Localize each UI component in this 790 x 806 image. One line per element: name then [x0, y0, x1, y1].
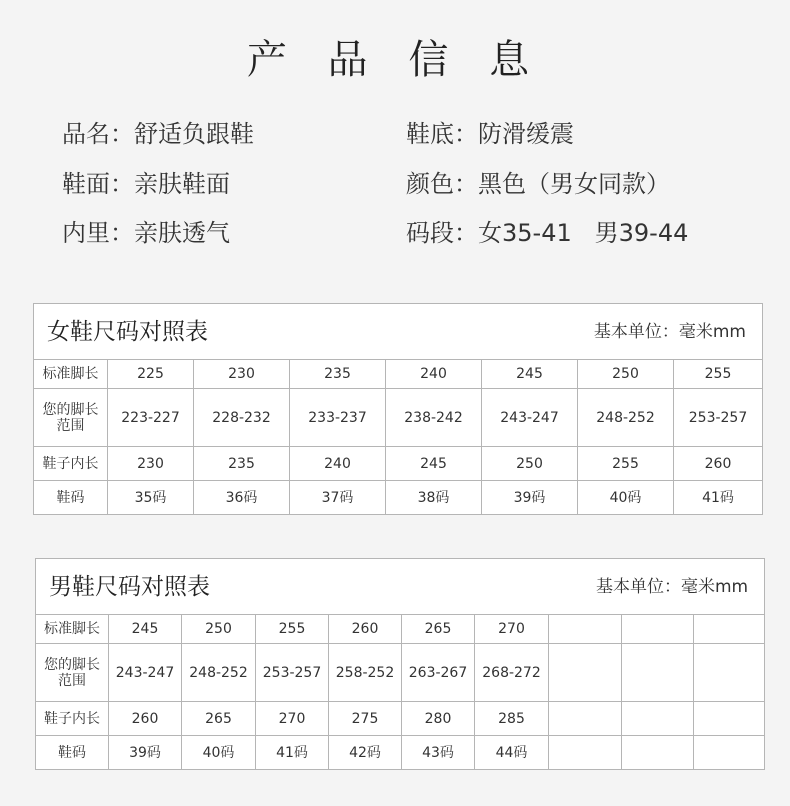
row-header: 您的脚长范围	[36, 644, 109, 702]
empty-cell	[549, 736, 622, 770]
table-cell: 42码	[329, 736, 402, 770]
info-sole	[406, 114, 574, 149]
table-cell: 253-257	[256, 644, 329, 702]
table-cell: 250	[182, 615, 256, 644]
men-table-header	[36, 559, 765, 615]
empty-cell	[622, 736, 694, 770]
table-cell: 44码	[475, 736, 549, 770]
info-lining	[62, 213, 230, 248]
empty-cell	[622, 615, 694, 644]
table-cell: 39码	[482, 481, 578, 515]
empty-cell	[694, 644, 765, 702]
table-cell: 255	[256, 615, 329, 644]
table-cell: 228-232	[194, 389, 290, 447]
table-cell: 225	[108, 360, 194, 389]
table-cell: 38码	[386, 481, 482, 515]
table-cell: 260	[109, 702, 182, 736]
table-cell: 248-252	[578, 389, 674, 447]
table-cell: 243-247	[482, 389, 578, 447]
table-cell: 41码	[674, 481, 763, 515]
table-cell: 258-252	[329, 644, 402, 702]
info-label: 颜色：	[406, 170, 478, 198]
empty-cell	[549, 615, 622, 644]
info-value: 舒适负跟鞋	[134, 120, 254, 148]
table-cell: 39码	[109, 736, 182, 770]
table-cell: 280	[402, 702, 475, 736]
table-row	[36, 644, 765, 702]
info-value: 亲肤鞋面	[134, 170, 230, 198]
info-label: 鞋底：	[406, 120, 478, 148]
info-label: 品名：	[62, 120, 134, 148]
table-cell: 270	[256, 702, 329, 736]
empty-cell	[694, 615, 765, 644]
info-color	[406, 164, 670, 199]
table-cell: 260	[329, 615, 402, 644]
table-cell: 240	[386, 360, 482, 389]
table-cell: 235	[194, 447, 290, 481]
info-size-range	[406, 213, 688, 248]
women-size-table	[33, 303, 763, 515]
info-label: 鞋面：	[62, 170, 134, 198]
table-cell: 255	[674, 360, 763, 389]
table-cell: 243-247	[109, 644, 182, 702]
table-row	[34, 481, 763, 515]
row-header: 您的脚长范围	[34, 389, 108, 447]
table-cell: 268-272	[475, 644, 549, 702]
empty-cell	[694, 736, 765, 770]
table-cell: 40码	[182, 736, 256, 770]
table-cell: 37码	[290, 481, 386, 515]
info-value: 黑色（男女同款）	[478, 170, 670, 198]
empty-cell	[549, 702, 622, 736]
table-cell: 265	[182, 702, 256, 736]
table-cell: 263-267	[402, 644, 475, 702]
table-cell: 230	[108, 447, 194, 481]
table-cell: 255	[578, 447, 674, 481]
row-header: 鞋子内长	[36, 702, 109, 736]
empty-cell	[694, 702, 765, 736]
table-cell: 253-257	[674, 389, 763, 447]
empty-cell	[549, 644, 622, 702]
table-cell: 260	[674, 447, 763, 481]
women-table-unit: 基本单位：毫米mm	[593, 321, 746, 342]
info-label: 码段：	[406, 219, 478, 247]
table-row	[34, 447, 763, 481]
table-row	[34, 360, 763, 389]
table-cell: 43码	[402, 736, 475, 770]
row-header: 标准脚长	[34, 360, 108, 389]
women-table-caption: 女鞋尺码对照表	[47, 318, 208, 345]
page-title: 产 品 信 息	[246, 37, 544, 83]
table-cell: 41码	[256, 736, 329, 770]
row-header: 鞋码	[36, 736, 109, 770]
info-value: 防滑缓震	[478, 120, 574, 148]
table-cell: 270	[475, 615, 549, 644]
table-cell: 35码	[108, 481, 194, 515]
info-upper	[62, 164, 230, 199]
table-cell: 250	[482, 447, 578, 481]
table-cell: 245	[482, 360, 578, 389]
table-cell: 36码	[194, 481, 290, 515]
table-cell: 265	[402, 615, 475, 644]
men-table-unit: 基本单位：毫米mm	[595, 576, 749, 597]
table-cell: 240	[290, 447, 386, 481]
table-cell: 230	[194, 360, 290, 389]
empty-cell	[622, 702, 694, 736]
table-row	[36, 736, 765, 770]
table-cell: 238-242	[386, 389, 482, 447]
table-row	[36, 615, 765, 644]
table-row	[36, 702, 765, 736]
table-cell: 275	[329, 702, 402, 736]
men-size-table	[35, 558, 765, 770]
table-cell: 235	[290, 360, 386, 389]
info-value: 亲肤透气	[134, 219, 230, 247]
row-header: 标准脚长	[36, 615, 109, 644]
empty-cell	[622, 644, 694, 702]
table-cell: 223-227	[108, 389, 194, 447]
info-label: 内里：	[62, 219, 134, 247]
info-product-name	[62, 114, 254, 149]
table-cell: 245	[386, 447, 482, 481]
table-cell: 248-252	[182, 644, 256, 702]
men-table-caption: 男鞋尺码对照表	[49, 573, 210, 600]
women-table-header	[34, 304, 763, 360]
info-value: 女35-41 男39-44	[478, 219, 689, 247]
table-cell: 233-237	[290, 389, 386, 447]
table-cell: 285	[475, 702, 549, 736]
table-cell: 40码	[578, 481, 674, 515]
table-cell: 245	[109, 615, 182, 644]
table-cell: 250	[578, 360, 674, 389]
table-row	[34, 389, 763, 447]
row-header: 鞋码	[34, 481, 108, 515]
row-header: 鞋子内长	[34, 447, 108, 481]
